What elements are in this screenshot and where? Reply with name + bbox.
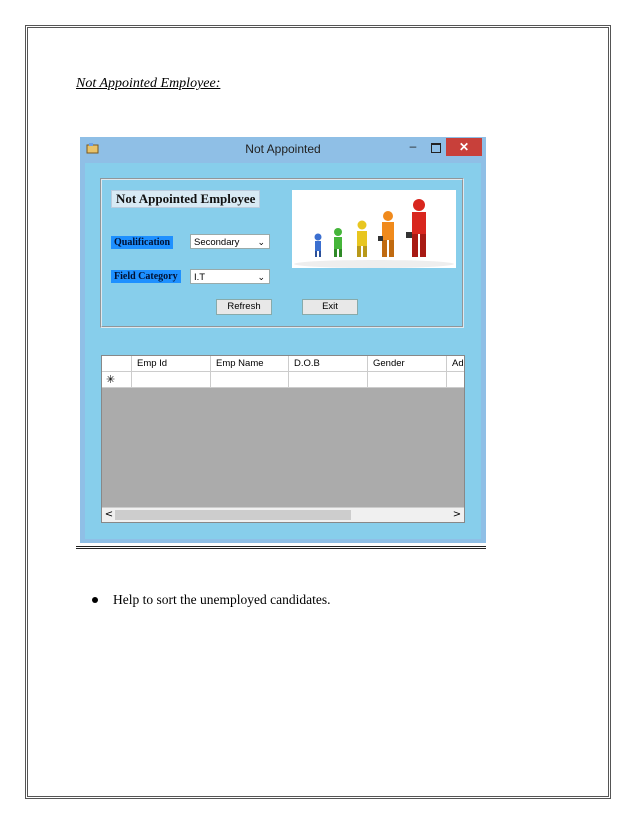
column-header[interactable]: Ad xyxy=(447,356,464,372)
table-cell[interactable] xyxy=(132,372,211,388)
column-header[interactable]: D.O.B xyxy=(289,356,368,372)
qualification-combo[interactable] xyxy=(190,234,270,249)
column-header[interactable]: Emp Name xyxy=(211,356,289,372)
table-cell[interactable] xyxy=(289,372,368,388)
qualification-value: Secondary xyxy=(194,237,240,248)
scrollbar-thumb[interactable] xyxy=(115,510,351,520)
app-window xyxy=(80,137,486,543)
caption-rule xyxy=(76,546,486,549)
column-header[interactable]: Gender xyxy=(368,356,447,372)
section-heading: Not Appointed Employee: xyxy=(76,76,221,91)
maximize-button[interactable] xyxy=(426,139,446,157)
qualification-label: Qualification xyxy=(111,236,173,249)
new-row-marker-icon: ✳ xyxy=(102,372,132,388)
table-cell[interactable] xyxy=(447,372,464,388)
table-row[interactable] xyxy=(102,372,464,388)
table-cell[interactable] xyxy=(368,372,447,388)
column-header[interactable]: Emp Id xyxy=(132,356,211,372)
window-title: Not Appointed xyxy=(245,142,321,156)
close-button[interactable]: ✕ xyxy=(446,138,482,156)
horizontal-scrollbar[interactable] xyxy=(102,507,464,522)
chevron-down-icon: ⌄ xyxy=(257,237,265,247)
bullet-icon xyxy=(92,597,98,603)
exit-button[interactable]: Exit xyxy=(302,299,358,315)
grid-corner xyxy=(102,356,132,372)
filter-group-box xyxy=(100,178,464,328)
field-category-value: I.T xyxy=(194,272,206,283)
field-category-label: Field Category xyxy=(111,270,181,283)
grid-header-row xyxy=(102,356,464,372)
minimize-button[interactable]: – xyxy=(409,139,417,153)
scroll-left-icon[interactable]: < xyxy=(104,509,114,520)
growth-people-image xyxy=(292,190,456,268)
chevron-down-icon: ⌄ xyxy=(257,272,265,282)
field-category-combo[interactable] xyxy=(190,269,270,284)
table-cell[interactable] xyxy=(211,372,289,388)
scroll-right-icon[interactable]: > xyxy=(452,509,462,520)
employee-data-grid[interactable] xyxy=(101,355,465,523)
title-bar[interactable] xyxy=(80,137,486,161)
bullet-text: Help to sort the unemployed candidates. xyxy=(113,592,331,607)
refresh-button[interactable]: Refresh xyxy=(216,299,272,315)
window-client-area xyxy=(85,163,481,539)
form-title: Not Appointed Employee xyxy=(111,190,260,208)
